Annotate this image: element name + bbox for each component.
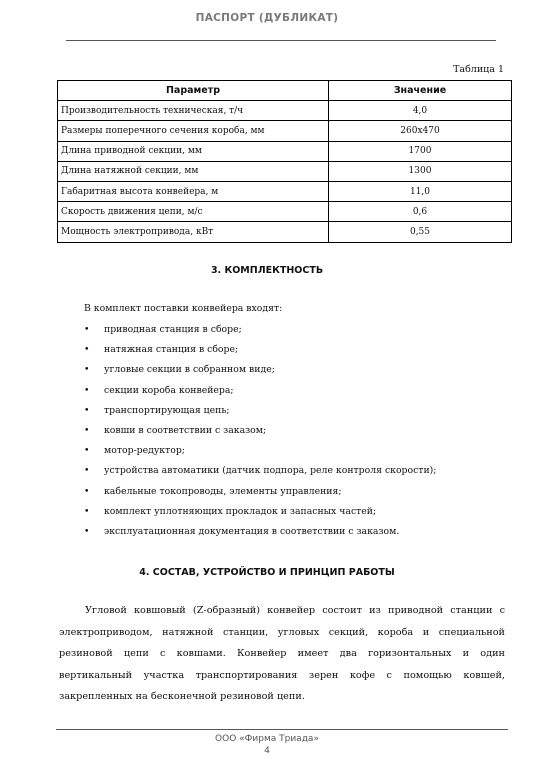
table-row: [58, 202, 512, 222]
list-item-text: транспортирующая цепь;: [104, 404, 230, 416]
parameter-cell: Скорость движения цепи, м/с: [58, 202, 329, 222]
value-cell: 4,0: [329, 101, 512, 121]
list-item-text: мотор-редуктор;: [104, 445, 185, 457]
bullet-icon: •: [84, 525, 90, 537]
table-header-row: [58, 81, 512, 101]
completeness-intro: В комплект поставки конвейера входят:: [84, 303, 283, 314]
completeness-list: [84, 320, 436, 542]
list-item: [84, 401, 436, 421]
bullet-icon: •: [84, 324, 90, 335]
list-item: [84, 360, 436, 380]
table-caption: Таблица 1: [453, 64, 504, 75]
description-text: Угловой ковшовый (Z-образный) конвейер состоит из приводной станции с электроприводом, натяжной станции, угловых секций, короба и специальной резиновой цепи с ковшами. Конвейер имеет два горизонтальных и один вертикальный участка транспортирования зерен кофе с помощью ковшей, закрепленных на бесконечной резиновой цепи.: [59, 605, 505, 702]
description-paragraph: [59, 600, 505, 708]
list-item: [84, 502, 436, 522]
list-item: [84, 441, 436, 461]
list-item-text: приводная станция в сборе;: [104, 324, 242, 335]
column-header-value: Значение: [329, 81, 512, 101]
parameter-cell: Производительность техническая, т/ч: [58, 101, 329, 121]
bullet-icon: •: [84, 384, 90, 396]
value-cell: 0,55: [329, 222, 512, 242]
parameter-cell: Размеры поперечного сечения короба, мм: [58, 121, 329, 141]
footer-divider: [56, 729, 508, 730]
bullet-icon: •: [84, 505, 90, 517]
parameter-cell: Длина натяжной секции, мм: [58, 161, 329, 181]
header-divider: [66, 40, 496, 41]
table-row: [58, 141, 512, 161]
bullet-icon: •: [84, 465, 90, 477]
list-item: [84, 461, 436, 481]
table-row: [58, 161, 512, 181]
parameter-cell: Мощность электропривода, кВт: [58, 222, 329, 242]
list-item: [84, 320, 436, 340]
list-item-text: секции короба конвейера;: [104, 384, 234, 396]
list-item: [84, 340, 436, 360]
value-cell: 11,0: [329, 181, 512, 201]
value-cell: 1300: [329, 161, 512, 181]
bullet-icon: •: [84, 424, 90, 436]
list-item-text: угловые секции в собранном виде;: [104, 364, 275, 376]
parameter-cell: Длина приводной секции, мм: [58, 141, 329, 161]
list-item: [84, 482, 436, 502]
document-title: ПАСПОРТ (ДУБЛИКАТ): [195, 12, 339, 24]
list-item-text: ковши в соответствии с заказом;: [104, 424, 267, 436]
column-header-parameter: Параметр: [58, 81, 329, 101]
table-row: [58, 181, 512, 201]
list-item-text: кабельные токопроводы, элементы управления;: [104, 485, 342, 497]
table-row: [58, 101, 512, 121]
list-item-text: эксплуатационная документация в соответствии с заказом.: [104, 525, 400, 537]
bullet-icon: •: [84, 485, 90, 497]
table-row: [58, 121, 512, 141]
section-3-heading: 3. КОМПЛЕКТНОСТЬ: [210, 265, 324, 276]
bullet-icon: •: [84, 344, 90, 356]
list-item-text: комплект уплотняющих прокладок и запасных частей;: [104, 505, 377, 517]
section-4-heading: 4. СОСТАВ, УСТРОЙСТВО И ПРИНЦИП РАБОТЫ: [139, 567, 395, 578]
parameter-cell: Габаритная высота конвейера, м: [58, 181, 329, 201]
page-number: 4: [264, 746, 270, 756]
parameters-table: [57, 80, 512, 243]
list-item: [84, 522, 436, 542]
bullet-icon: •: [84, 445, 90, 457]
bullet-icon: •: [84, 364, 90, 376]
list-item-text: устройства автоматики (датчик подпора, реле контроля скорости);: [104, 465, 437, 477]
value-cell: 260х470: [329, 121, 512, 141]
value-cell: 1700: [329, 141, 512, 161]
bullet-icon: •: [84, 404, 90, 416]
table-row: [58, 222, 512, 242]
footer-company: ООО «Фирма Триада»: [215, 734, 319, 744]
value-cell: 0,6: [329, 202, 512, 222]
list-item: [84, 381, 436, 401]
list-item: [84, 421, 436, 441]
list-item-text: натяжная станция в сборе;: [104, 344, 239, 356]
